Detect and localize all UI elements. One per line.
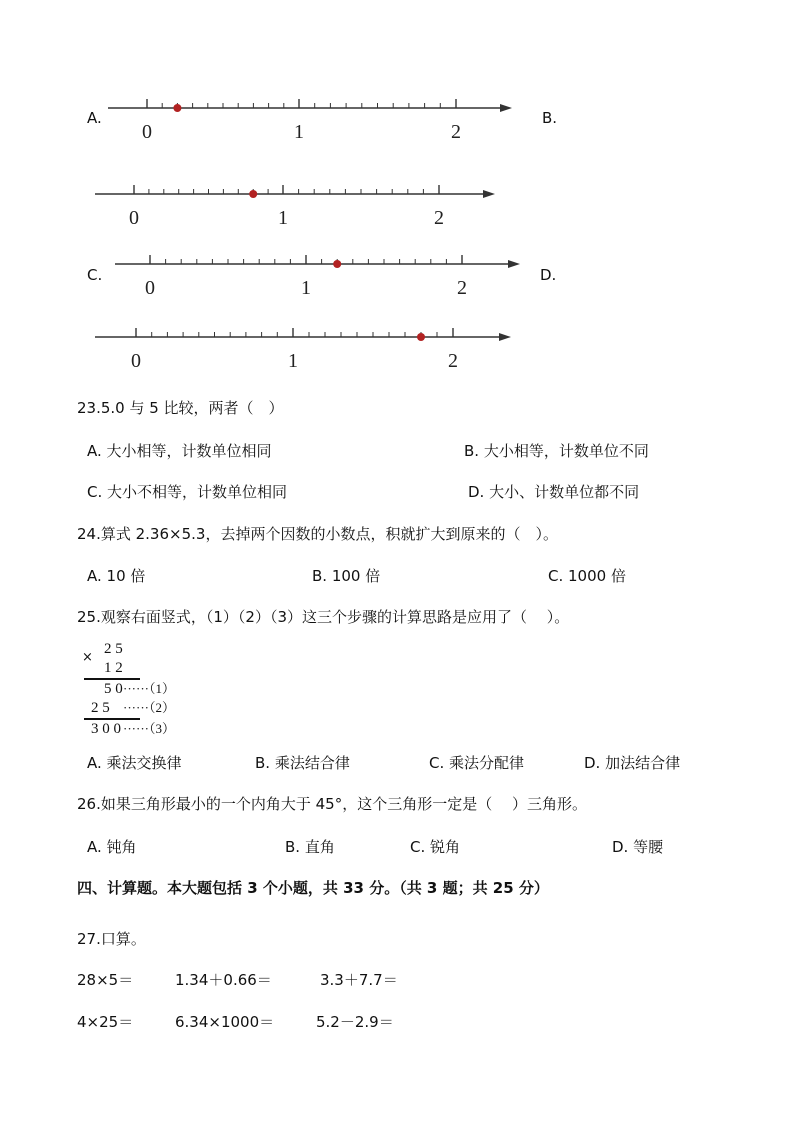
tick-label-0: 0	[129, 207, 139, 229]
vm-row5: 3 0 0	[91, 721, 121, 737]
option-c-label: C.	[87, 266, 103, 284]
times-sign: ×	[82, 650, 93, 665]
arrow-icon	[500, 104, 512, 112]
q23-option-b[interactable]: B. 大小相等，计数单位不同	[464, 442, 649, 460]
q23-option-d[interactable]: D. 大小、计数单位都不同	[468, 483, 640, 501]
vm-row3: 5 0	[104, 681, 123, 697]
calc-1: 28×5＝	[77, 971, 134, 989]
q26-option-d[interactable]: D. 等腰	[612, 838, 664, 856]
tick-label-0: 0	[145, 277, 155, 299]
q25-stem: 25.观察右面竖式，（1）（2）（3）这三个步骤的计算思路是应用了（ ）。	[77, 608, 570, 626]
tick-label-0: 0	[131, 350, 141, 372]
arrow-icon	[508, 260, 520, 268]
tick-label-2: 2	[457, 277, 467, 299]
q27-title: 27.口算。	[77, 930, 146, 948]
point-marker	[173, 104, 181, 112]
q24-option-c[interactable]: C. 1000 倍	[548, 567, 626, 585]
vm-row5-tag: ······（3）	[123, 721, 175, 736]
point-marker	[249, 190, 257, 198]
q26-option-a[interactable]: A. 钝角	[87, 838, 137, 856]
calc-6: 5.2－2.9＝	[316, 1013, 394, 1031]
tick-label-1: 1	[301, 277, 311, 299]
tick-label-1: 1	[288, 350, 298, 372]
q26-option-b[interactable]: B. 直角	[285, 838, 335, 856]
q24-stem: 24.算式 2.36×5.3，去掉两个因数的小数点，积就扩大到原来的（ ）。	[77, 525, 558, 543]
q25-option-c[interactable]: C. 乘法分配律	[429, 754, 525, 772]
vertical-multiplication	[76, 638, 216, 742]
tick-label-2: 2	[451, 121, 461, 143]
calc-2: 1.34＋0.66＝	[175, 971, 272, 989]
tick-label-2: 2	[434, 207, 444, 229]
option-a-label: A.	[87, 109, 102, 127]
q23-option-a[interactable]: A. 大小相等，计数单位相同	[87, 442, 272, 460]
q23-stem: 23.5.0 与 5 比较，两者（ ）	[77, 399, 284, 417]
q26-stem: 26.如果三角形最小的一个内角大于 45°，这个三角形一定是（ ）三角形。	[77, 795, 587, 813]
calc-5: 6.34×1000＝	[175, 1013, 275, 1031]
vm-row1: 2 5	[104, 641, 123, 657]
vm-row4-tag: ······（2）	[123, 700, 175, 715]
section-heading: 四、计算题。本大题包括 3 个小题，共 33 分。（共 3 题；共 25 分）	[77, 879, 549, 897]
point-marker	[333, 260, 341, 268]
q24-option-a[interactable]: A. 10 倍	[87, 567, 146, 585]
number-lines-figure	[0, 0, 794, 390]
number-line-b	[95, 185, 495, 229]
option-b-label: B.	[542, 109, 558, 127]
calc-4: 4×25＝	[77, 1013, 134, 1031]
q25-option-a[interactable]: A. 乘法交换律	[87, 754, 182, 772]
tick-label-0: 0	[142, 121, 152, 143]
q25-option-d[interactable]: D. 加法结合律	[584, 754, 681, 772]
calc-3: 3.3＋7.7＝	[320, 971, 398, 989]
tick-label-1: 1	[278, 207, 288, 229]
q23-option-c[interactable]: C. 大小不相等，计数单位相同	[87, 483, 288, 501]
tick-label-1: 1	[294, 121, 304, 143]
tick-label-2: 2	[448, 350, 458, 372]
arrow-icon	[499, 333, 511, 341]
vm-row2: 1 2	[104, 660, 123, 676]
q26-option-c[interactable]: C. 锐角	[410, 838, 461, 856]
number-line-a	[108, 99, 512, 143]
number-line-c	[115, 255, 520, 299]
q25-option-b[interactable]: B. 乘法结合律	[255, 754, 350, 772]
vm-row3-tag: ······（1）	[123, 681, 175, 696]
vm-row4: 2 5	[91, 700, 110, 716]
point-marker	[417, 333, 425, 341]
option-d-label: D.	[540, 266, 557, 284]
number-line-d	[95, 328, 511, 372]
arrow-icon	[483, 190, 495, 198]
q24-option-b[interactable]: B. 100 倍	[312, 567, 381, 585]
